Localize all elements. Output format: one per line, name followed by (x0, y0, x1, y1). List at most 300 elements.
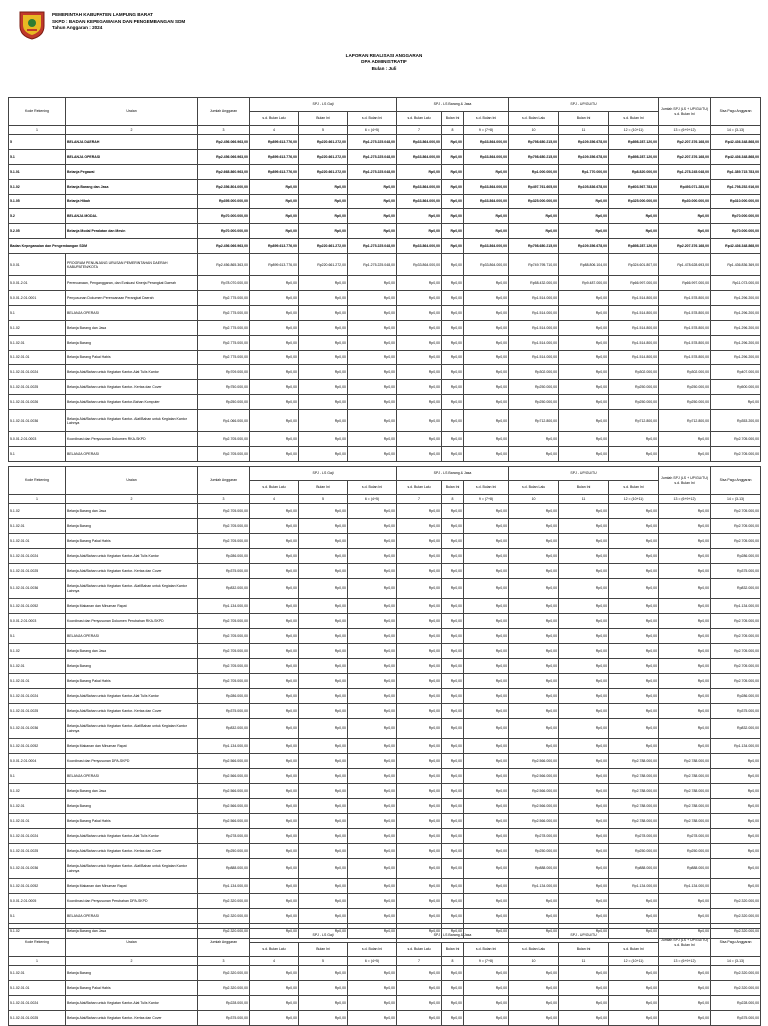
amount-cell: Rp0,00 (397, 754, 442, 769)
table-row (9, 859, 761, 879)
amount-cell: Rp0,00 (397, 879, 442, 894)
amount-cell: Rp0,00 (348, 704, 397, 719)
amount-cell: Rp302.000,00 (609, 365, 659, 380)
column-number: 10 (509, 495, 559, 504)
column-number-row (9, 957, 761, 966)
amount-cell: Rp0,00 (299, 447, 348, 462)
amount-cell: Rp0,00 (464, 799, 509, 814)
amount-cell: Rp0,00 (711, 799, 761, 814)
amount-cell: Rp0,00 (509, 704, 559, 719)
amount-cell: Rp0,00 (348, 365, 397, 380)
uraian: Belanja Barang Pakai Habis (66, 350, 198, 365)
amount-cell: Rp0,00 (442, 179, 464, 194)
column-subheader-bulan-ini: Bulan Ini (442, 943, 464, 957)
amount-cell: Rp1.134.000,00 (711, 739, 761, 754)
amount-cell: Rp0,00 (559, 629, 609, 644)
amount-cell: Rp0,00 (250, 829, 299, 844)
amount-cell: Rp2.705.000,00 (711, 504, 761, 519)
amount-cell: Rp0,00 (397, 579, 442, 599)
header-fiscal-year: Tahun Anggaran : 2024 (52, 25, 103, 31)
table-row (9, 504, 761, 519)
amount-cell: Rp0,00 (609, 209, 659, 224)
amount-cell: Rp109.356.678,00 (559, 135, 609, 150)
column-group-ls-gaji: SPJ - LS Gaji (250, 98, 397, 112)
table-header-row (9, 929, 761, 943)
column-header-jumlah-anggaran: Jumlah Anggaran (198, 98, 250, 126)
amount-cell: Rp0,00 (299, 350, 348, 365)
amount-cell: Rp407.000,00 (711, 365, 761, 380)
amount-cell: Rp0,00 (299, 534, 348, 549)
column-number: 3 (198, 495, 250, 504)
uraian: Belanja Alat/Bahan untuk Kegiatan Kantor-Alat Tulis Kantor (66, 365, 198, 380)
amount-cell: Rp1.578.800,00 (659, 305, 711, 320)
column-number: 7 (397, 126, 442, 135)
uraian: BELANJA OPERASI (66, 149, 198, 164)
table-row (9, 674, 761, 689)
table-row (9, 689, 761, 704)
amount-cell: Rp0,00 (250, 995, 299, 1010)
amount-cell: Rp0,00 (397, 395, 442, 410)
column-header-kode: Kode Rekening (9, 98, 66, 126)
amount-cell: Rp2.207.376.168,00 (659, 149, 711, 164)
amount-cell: Rp1.066.000,00 (198, 410, 250, 432)
amount-cell: Rp0,00 (250, 769, 299, 784)
amount-cell: Rp0,00 (559, 395, 609, 410)
amount-cell: Rp0,00 (348, 799, 397, 814)
amount-cell: Rp0,00 (250, 719, 299, 739)
amount-cell: Rp2.566.000,00 (198, 799, 250, 814)
amount-cell: Rp0,00 (250, 879, 299, 894)
amount-cell: Rp0,00 (348, 879, 397, 894)
amount-cell: Rp0,00 (348, 335, 397, 350)
amount-cell: Rp2.705.000,00 (711, 674, 761, 689)
amount-cell: Rp0,00 (659, 995, 711, 1010)
uraian: Belanja Alat/Bahan untuk Kegiatan Kantor- Kertas dan Cover (66, 564, 198, 579)
amount-cell: Rp0,00 (299, 739, 348, 754)
amount-cell: Rp1.514.800,00 (609, 350, 659, 365)
amount-cell: Rp0,00 (442, 320, 464, 335)
amount-cell: Rp0,00 (559, 924, 609, 939)
table-row (9, 254, 761, 276)
amount-cell: Rp0,00 (348, 769, 397, 784)
report-header (18, 10, 418, 44)
amount-cell: Rp0,00 (509, 432, 559, 447)
uraian: Belanja Barang (66, 335, 198, 350)
amount-cell: Rp0,00 (609, 614, 659, 629)
amount-cell: Rp0,00 (397, 829, 442, 844)
amount-cell: Rp1.514.800,00 (609, 320, 659, 335)
amount-cell: Rp0,00 (559, 859, 609, 879)
amount-cell: Rp0,00 (442, 995, 464, 1010)
amount-cell: Rp0,00 (659, 432, 711, 447)
amount-cell: Rp0,00 (559, 504, 609, 519)
column-header-sisa-pagu: Sisa Pagu Anggaran (711, 98, 761, 126)
amount-cell: Rp33.864.000,00 (464, 194, 509, 209)
amount-cell: Rp0,00 (250, 432, 299, 447)
amount-cell: Rp0,00 (348, 629, 397, 644)
column-subheader-sd-bulan-ini: s.d. Bulan Ini (464, 481, 509, 495)
uraian: Belanja Alat/Bahan untuk Kegiatan Kantor- Alat/Bahan untuk Kegiatan Kantor Lainnya (66, 410, 198, 432)
amount-cell: Rp0,00 (299, 395, 348, 410)
table-row (9, 966, 761, 981)
amount-cell: Rp2.705.000,00 (198, 504, 250, 519)
kode-rekening: 5.1.02.01.01 (9, 814, 66, 829)
amount-cell: Rp712.800,00 (609, 410, 659, 432)
column-header-jumlah-spj: Jumlah SPJ (LS + UP/GU/TU) s.d. Bulan Ini (659, 467, 711, 495)
amount-cell: Rp0,00 (397, 894, 442, 909)
amount-cell: Rp0,00 (348, 519, 397, 534)
uraian: Belanja Barang (66, 799, 198, 814)
column-number: 13 = (6+9+12) (659, 126, 711, 135)
amount-cell: Rp0,00 (348, 924, 397, 939)
amount-cell: Rp0,00 (299, 179, 348, 194)
amount-cell: Rp0,00 (559, 209, 609, 224)
amount-cell: Rp0,00 (397, 549, 442, 564)
amount-cell: Rp0,00 (464, 814, 509, 829)
amount-cell: Rp2.356.804.000,00 (198, 179, 250, 194)
amount-cell: Rp0,00 (299, 365, 348, 380)
column-number: 11 (559, 126, 609, 135)
amount-cell: Rp0,00 (397, 629, 442, 644)
table-row (9, 380, 761, 395)
amount-cell: Rp0,00 (464, 549, 509, 564)
column-number: 5 (299, 495, 348, 504)
amount-cell: Rp832.000,00 (711, 579, 761, 599)
amount-cell: Rp0,00 (299, 432, 348, 447)
amount-cell: Rp228.000,00 (711, 995, 761, 1010)
amount-cell: Rp2.320.000,00 (198, 909, 250, 924)
kode-rekening: 5.1 (9, 447, 66, 462)
amount-cell: Rp0,00 (442, 350, 464, 365)
amount-cell: Rp0,00 (250, 629, 299, 644)
amount-cell: Rp70.000.000,00 (198, 209, 250, 224)
column-number: 8 (442, 495, 464, 504)
amount-cell: Rp0,00 (299, 966, 348, 981)
amount-cell: Rp0,00 (348, 179, 397, 194)
kode-rekening: 5.1.02.01.01.0026 (9, 395, 66, 410)
amount-cell: Rp0,00 (442, 844, 464, 859)
amount-cell: Rp0,00 (559, 814, 609, 829)
amount-cell: Rp1.578.800,00 (659, 335, 711, 350)
amount-cell: Rp278.000,00 (609, 829, 659, 844)
amount-cell: Rp0,00 (348, 276, 397, 291)
amount-cell: Rp0,00 (559, 719, 609, 739)
amount-cell: Rp0,00 (348, 674, 397, 689)
uraian: Belanja Makanan dan Minuman Rapat (66, 879, 198, 894)
amount-cell: Rp0,00 (559, 704, 609, 719)
amount-cell: Rp0,00 (442, 814, 464, 829)
kode-rekening: 5.1.02.01.01.0024 (9, 365, 66, 380)
amount-cell: Rp0,00 (397, 291, 442, 306)
amount-cell: Rp310.000.000,00 (711, 194, 761, 209)
column-subheader-sd-bulan-ini: s.d. Bulan Ini (609, 481, 659, 495)
uraian: Koordinasi dan Penyusunan DPA-SKPD (66, 754, 198, 769)
table-row (9, 579, 761, 599)
amount-cell: Rp1.578.800,00 (659, 291, 711, 306)
amount-cell: Rp0,00 (659, 980, 711, 995)
amount-cell: Rp0,00 (442, 504, 464, 519)
amount-cell: Rp0,00 (559, 739, 609, 754)
column-header-jumlah-spj: Jumlah SPJ (LS + UP/GU/TU) s.d. Bulan Ini (659, 929, 711, 957)
amount-cell: Rp2.705.000,00 (711, 614, 761, 629)
amount-cell: Rp1.389.715.783,00 (711, 164, 761, 179)
kode-rekening: 5.1 (9, 149, 66, 164)
amount-cell: Rp0,00 (711, 829, 761, 844)
kode-rekening: 5.1.02.01 (9, 519, 66, 534)
column-number: 2 (66, 957, 198, 966)
amount-cell: Rp250.000,00 (509, 380, 559, 395)
column-subheader-bulan-ini: Bulan Ini (299, 481, 348, 495)
amount-cell: Rp0,00 (659, 704, 711, 719)
amount-cell: Rp0,00 (464, 769, 509, 784)
amount-cell: Rp0,00 (397, 859, 442, 879)
amount-cell: Rp33.864.000,00 (397, 135, 442, 150)
amount-cell: Rp0,00 (299, 629, 348, 644)
kode-rekening: 5.0.01.2.01.0003 (9, 432, 66, 447)
amount-cell: Rp0,00 (299, 224, 348, 239)
amount-cell: Rp0,00 (442, 254, 464, 276)
amount-cell: Rp1.296.200,00 (711, 291, 761, 306)
report-period: Bulan : Juli (371, 65, 397, 71)
amount-cell: Rp0,00 (250, 224, 299, 239)
amount-cell: Rp0,00 (442, 829, 464, 844)
amount-cell: Rp0,00 (299, 769, 348, 784)
amount-cell: Rp0,00 (250, 519, 299, 534)
kode-rekening: 5.1.02 (9, 320, 66, 335)
amount-cell: Rp0,00 (442, 534, 464, 549)
amount-cell: Rp286.000,00 (711, 549, 761, 564)
amount-cell: Rp0,00 (559, 674, 609, 689)
amount-cell: Rp0,00 (442, 674, 464, 689)
amount-cell: Rp0,00 (348, 829, 397, 844)
amount-cell: Rp0,00 (250, 644, 299, 659)
amount-cell: Rp0,00 (559, 966, 609, 981)
amount-cell: Rp1.514.800,00 (609, 291, 659, 306)
amount-cell: Rp0,00 (509, 224, 559, 239)
amount-cell: Rp0,00 (250, 447, 299, 462)
amount-cell: Rp898.287.120,00 (609, 149, 659, 164)
column-number: 7 (397, 957, 442, 966)
amount-cell: Rp42.436.348.868,00 (711, 149, 761, 164)
amount-cell: Rp0,00 (348, 447, 397, 462)
amount-cell: Rp0,00 (442, 239, 464, 254)
uraian: Belanja Barang (66, 966, 198, 981)
column-number: 10 (509, 957, 559, 966)
amount-cell: Rp0,00 (348, 291, 397, 306)
amount-cell: Rp0,00 (250, 179, 299, 194)
amount-cell: Rp0,00 (609, 579, 659, 599)
amount-cell: Rp0,00 (609, 644, 659, 659)
amount-cell: Rp0,00 (559, 659, 609, 674)
amount-cell: Rp0,00 (348, 395, 397, 410)
uraian: Belanja Alat/Bahan untuk Kegiatan Kantor- Alat/Bahan untuk Kegiatan Kantor Lainnya (66, 719, 198, 739)
amount-cell: Rp0,00 (442, 432, 464, 447)
amount-cell: Rp0,00 (509, 629, 559, 644)
amount-cell: Rp750.000,00 (198, 380, 250, 395)
amount-cell: Rp66.997.000,00 (659, 276, 711, 291)
amount-cell: Rp220.661.272,00 (299, 239, 348, 254)
column-subheader-bulan-ini: Bulan Ini (299, 943, 348, 957)
amount-cell: Rp395.000.000,00 (198, 194, 250, 209)
amount-cell: Rp0,00 (464, 659, 509, 674)
amount-cell: Rp0,00 (397, 432, 442, 447)
amount-cell: Rp0,00 (442, 719, 464, 739)
amount-cell: Rp0,00 (559, 410, 609, 432)
amount-cell: Rp0,00 (559, 799, 609, 814)
amount-cell: Rp30.000.000,00 (659, 194, 711, 209)
column-number: 1 (9, 495, 66, 504)
amount-cell: Rp228.000,00 (198, 995, 250, 1010)
amount-cell: Rp0,00 (442, 689, 464, 704)
amount-cell: Rp0,00 (509, 209, 559, 224)
kode-rekening: 5.1.02.01 (9, 966, 66, 981)
table-row (9, 135, 761, 150)
amount-cell: Rp709.000,00 (198, 365, 250, 380)
amount-cell: Rp0,00 (442, 769, 464, 784)
amount-cell: Rp2.705.000,00 (198, 629, 250, 644)
column-subheader-sd-bulan-lalu: s.d. Bulan Lalu (509, 481, 559, 495)
amount-cell: Rp1.514.000,00 (509, 335, 559, 350)
column-subheader-bulan-ini: Bulan Ini (559, 943, 609, 957)
amount-cell: Rp0,00 (250, 305, 299, 320)
column-group-ls-gaji: SPJ - LS Gaji (250, 467, 397, 481)
amount-cell: Rp2.566.000,00 (509, 784, 559, 799)
amount-cell: Rp0,00 (559, 579, 609, 599)
amount-cell: Rp0,00 (250, 579, 299, 599)
column-subheader-sd-bulan-lalu: s.d. Bulan Lalu (250, 481, 299, 495)
table-row (9, 291, 761, 306)
amount-cell: Rp0,00 (250, 410, 299, 432)
amount-cell: Rp0,00 (299, 689, 348, 704)
amount-cell: Rp2.566.000,00 (198, 754, 250, 769)
column-subheader-sd-bulan-ini: s.d. Bulan Ini (464, 943, 509, 957)
column-subheader-sd-bulan-lalu: s.d. Bulan Lalu (250, 112, 299, 126)
amount-cell: Rp0,00 (299, 564, 348, 579)
amount-cell: Rp0,00 (559, 380, 609, 395)
amount-cell: Rp0,00 (509, 519, 559, 534)
amount-cell: Rp0,00 (464, 689, 509, 704)
uraian: Belanja Barang Pakai Habis (66, 534, 198, 549)
amount-cell: Rp0,00 (559, 995, 609, 1010)
amount-cell: Rp0,00 (348, 305, 397, 320)
column-header-kode: Kode Rekening (9, 467, 66, 495)
amount-cell: Rp2.788.000,00 (659, 799, 711, 814)
amount-cell: Rp0,00 (442, 659, 464, 674)
column-number: 7 (397, 495, 442, 504)
amount-cell: Rp0,00 (509, 534, 559, 549)
amount-cell: Rp0,00 (609, 980, 659, 995)
amount-cell: Rp0,00 (464, 224, 509, 239)
table-row (9, 305, 761, 320)
amount-cell: Rp0,00 (659, 534, 711, 549)
amount-cell: Rp286.000,00 (198, 549, 250, 564)
amount-cell: Rp0,00 (250, 754, 299, 769)
uraian: Belanja Makanan dan Minuman Rapat (66, 599, 198, 614)
amount-cell: Rp0,00 (250, 659, 299, 674)
amount-cell: Rp0,00 (464, 859, 509, 879)
amount-cell: Rp0,00 (250, 674, 299, 689)
amount-cell: Rp250.000,00 (659, 844, 711, 859)
amount-cell: Rp278.000,00 (509, 829, 559, 844)
amount-cell: Rp0,00 (559, 534, 609, 549)
column-number: 2 (66, 126, 198, 135)
amount-cell: Rp0,00 (442, 599, 464, 614)
amount-cell: Rp2.456.066.963,00 (198, 239, 250, 254)
amount-cell: Rp0,00 (442, 519, 464, 534)
amount-cell: Rp0,00 (442, 276, 464, 291)
kode-rekening: 5.1.02.01.01 (9, 674, 66, 689)
amount-cell: Rp250.000,00 (659, 395, 711, 410)
amount-cell: Rp0,00 (299, 784, 348, 799)
kode-rekening: 5.1.02.01 (9, 335, 66, 350)
table-row (9, 644, 761, 659)
amount-cell: Rp0,00 (299, 829, 348, 844)
amount-cell: Rp0,00 (299, 844, 348, 859)
amount-cell: Rp0,00 (442, 704, 464, 719)
amount-cell: Rp2.775.000,00 (198, 305, 250, 320)
amount-cell: Rp0,00 (299, 754, 348, 769)
amount-cell: Rp0,00 (348, 549, 397, 564)
amount-cell: Rp1.770.000,00 (559, 164, 609, 179)
report-title (0, 53, 768, 72)
amount-cell: Rp1.134.000,00 (198, 599, 250, 614)
amount-cell: Rp0,00 (711, 859, 761, 879)
table-row (9, 844, 761, 859)
amount-cell: Rp0,00 (609, 564, 659, 579)
amount-cell: Rp0,00 (464, 447, 509, 462)
column-header-sisa-pagu: Sisa Pagu Anggaran (711, 467, 761, 495)
column-group-up-gu-tu: SPJ - UP/GU/TU (509, 98, 659, 112)
amount-cell: Rp0,00 (464, 644, 509, 659)
report-table (8, 928, 761, 1026)
amount-cell: Rp33.864.000,00 (464, 135, 509, 150)
kode-rekening: 5.0.01.2.01.0005 (9, 894, 66, 909)
amount-cell: Rp0,00 (250, 395, 299, 410)
amount-cell: Rp0,00 (509, 564, 559, 579)
column-group-up-gu-tu: SPJ - UP/GU/TU (509, 929, 659, 943)
amount-cell: Rp0,00 (559, 769, 609, 784)
amount-cell: Rp0,00 (464, 674, 509, 689)
amount-cell: Rp0,00 (348, 564, 397, 579)
amount-cell: Rp0,00 (609, 224, 659, 239)
amount-cell: Rp1.514.000,00 (509, 350, 559, 365)
amount-cell: Rp0,00 (464, 305, 509, 320)
kode-rekening: 5.0.01 (9, 254, 66, 276)
amount-cell: Rp0,00 (464, 739, 509, 754)
uraian: Belanja Barang dan Jasa (66, 179, 198, 194)
amount-cell: Rp0,00 (609, 1010, 659, 1025)
column-number: 5 (299, 957, 348, 966)
amount-cell: Rp888.000,00 (659, 859, 711, 879)
amount-cell: Rp0,00 (464, 966, 509, 981)
amount-cell: Rp0,00 (397, 739, 442, 754)
amount-cell: Rp1.134.000,00 (659, 879, 711, 894)
table-row (9, 769, 761, 784)
amount-cell: Rp0,00 (250, 980, 299, 995)
table-row (9, 534, 761, 549)
amount-cell: Rp0,00 (559, 1010, 609, 1025)
amount-cell: Rp1.275.225.048,00 (348, 164, 397, 179)
amount-cell: Rp0,00 (659, 519, 711, 534)
amount-cell: Rp899.613.776,00 (250, 239, 299, 254)
amount-cell: Rp1.134.000,00 (711, 599, 761, 614)
amount-cell: Rp33.864.000,00 (397, 149, 442, 164)
amount-cell: Rp33.864.000,00 (464, 239, 509, 254)
amount-cell: Rp1.000.000,00 (509, 164, 559, 179)
amount-cell: Rp0,00 (442, 980, 464, 995)
column-number: 5 (299, 126, 348, 135)
amount-cell: Rp0,00 (442, 629, 464, 644)
